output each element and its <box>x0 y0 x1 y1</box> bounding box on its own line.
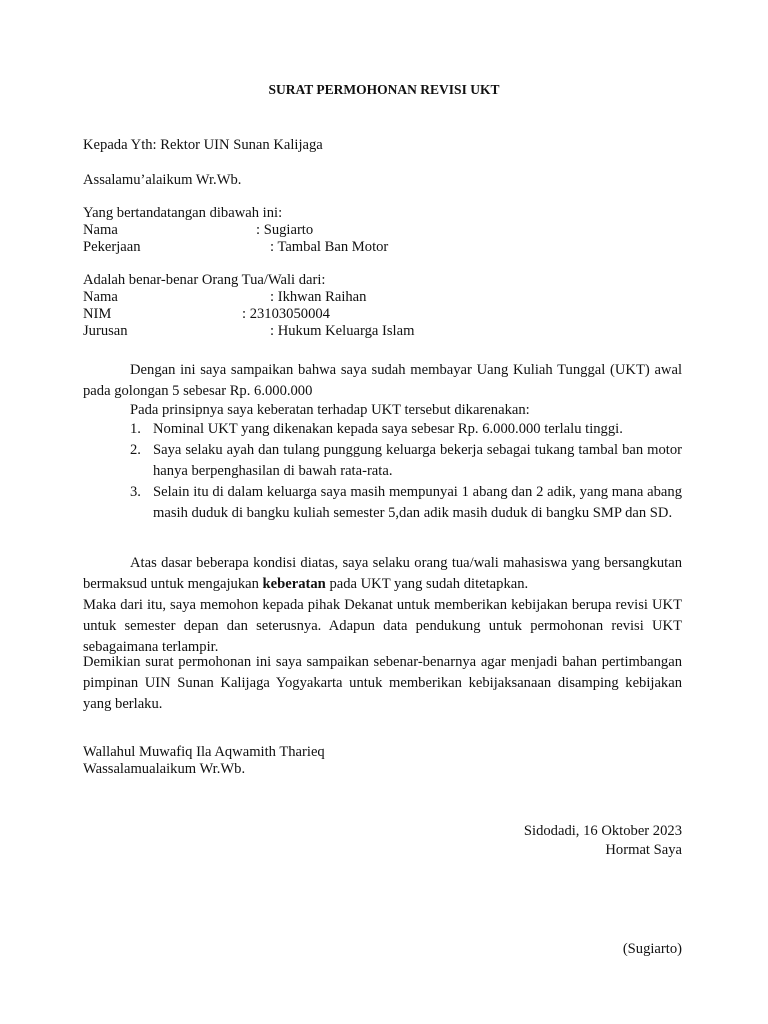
list-text: Saya selaku ayah dan tulang punggung keluarga bekerja sebagai tukang tambal ban motor hanya berpenghasilan di bawah rata-rata. <box>153 442 682 479</box>
student-intro: Adalah benar-benar Orang Tua/Wali dari: <box>83 272 326 288</box>
list-item <box>130 482 682 524</box>
regards: Hormat Saya <box>605 842 682 858</box>
list-number: 1. <box>130 421 141 437</box>
closing-prayer: Wallahul Muwafiq Ila Aqwamith Tharieq <box>83 744 325 760</box>
paragraph-basis-end: pada UKT yang sudah ditetapkan. <box>325 576 529 592</box>
student-nim-value: : 23103050004 <box>242 306 330 322</box>
signer-name-label: Nama <box>83 222 118 238</box>
list-number: 2. <box>130 442 141 458</box>
greeting-line: Assalamu’alaikum Wr.Wb. <box>83 172 242 188</box>
closing-salam: Wassalamualaikum Wr.Wb. <box>83 761 246 777</box>
student-name-value: : Ikhwan Raihan <box>270 289 367 305</box>
student-name-label: Nama <box>83 289 118 305</box>
letter-title: SURAT PERMOHONAN REVISI UKT <box>268 82 500 97</box>
signer-job-value: : Tambal Ban Motor <box>270 239 389 255</box>
signer-job-label: Pekerjaan <box>83 239 141 255</box>
emphasis-keberatan: keberatan <box>262 576 326 592</box>
recipient-line: Kepada Yth: Rektor UIN Sunan Kalijaga <box>83 137 323 153</box>
list-number: 3. <box>130 484 141 500</box>
place-date: Sidodadi, 16 Oktober 2023 <box>523 823 682 839</box>
list-text: Nominal UKT yang dikenakan kepada saya sebesar Rp. 6.000.000 terlalu tinggi. <box>153 421 623 437</box>
student-major-label: Jurusan <box>83 323 128 339</box>
student-nim-label: NIM <box>83 306 112 322</box>
signer-name-value: : Sugiarto <box>256 222 314 238</box>
signature-name: (Sugiarto) <box>622 941 682 957</box>
paragraph-payment: Dengan ini saya sampaikan bahwa saya sudah membayar Uang Kuliah Tunggal (UKT) awal pada golongan 5 sebesar Rp. 6.000.000 <box>83 362 682 399</box>
signer-intro: Yang bertandatangan dibawah ini: <box>83 205 283 221</box>
list-item <box>130 440 682 482</box>
student-major-value: : Hukum Keluarga Islam <box>270 323 415 339</box>
paragraph-objection-intro: Pada prinsipnya saya keberatan terhadap UKT tersebut dikarenakan: <box>130 402 530 418</box>
paragraph-basis <box>83 553 682 595</box>
reason-list <box>130 419 682 524</box>
list-text: Selain itu di dalam keluarga saya masih mempunyai 1 abang dan 2 adik, yang mana abang masih duduk di bangku kuliah semester 5,dan adik masih duduk di bangku SMP dan SD. <box>153 484 682 521</box>
paragraph-closing: Demikian surat permohonan ini saya sampaikan sebenar-benarnya agar menjadi bahan pertimbangan pimpinan UIN Sunan Kalijaga Yogyakarta untuk memberikan kebijaksanaan disamping kebijakan yang berlaku. <box>83 654 682 712</box>
paragraph-basis-text: Atas dasar beberapa kondisi diatas, saya selaku orang tua/wali mahasiswa yang bersangkutan bermaksud untuk mengajukan <box>83 555 682 592</box>
paragraph-request: Maka dari itu, saya memohon kepada pihak Dekanat untuk memberikan kebijakan berupa revisi UKT untuk semester depan dan seterusnya. Adapun data pendukung untuk permohonan revisi UKT sebagaimana terlampir. <box>83 597 682 655</box>
list-item <box>130 419 682 440</box>
